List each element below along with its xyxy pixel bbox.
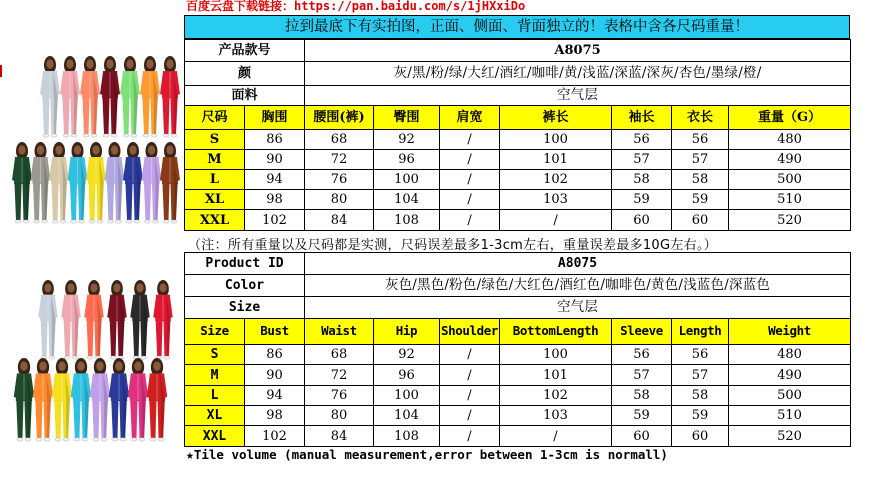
table-cell: /	[440, 426, 500, 447]
model-figure	[130, 280, 150, 359]
table-row	[185, 345, 851, 365]
table-cell: 500	[729, 386, 851, 406]
table-cell: /	[440, 130, 500, 150]
table-cell: 60	[672, 210, 729, 231]
model-figure	[153, 280, 173, 359]
model-figure	[60, 56, 80, 137]
model-figure	[71, 358, 92, 441]
en-product-value: A8075	[305, 253, 851, 275]
table-cell: 90	[245, 365, 305, 386]
en-size-table	[184, 252, 851, 447]
en-color-value: 灰色/黑色/粉色/绿色/大红色/酒红色/咖啡色/黄色/浅蓝色/深蓝色	[305, 275, 851, 297]
cn-note: （注：所有重量以及尺码都是实测，尺码误差最多1-3cm左右，重量误差最多10G左右。）	[188, 238, 718, 253]
table-cell: 102	[500, 170, 612, 190]
table-cell: 80	[305, 190, 374, 210]
table-cell: 68	[305, 130, 374, 150]
table-cell: 58	[612, 170, 672, 190]
en-header-bust: Bust	[245, 319, 305, 345]
size-cell: XL	[185, 190, 245, 210]
table-cell: 86	[245, 345, 305, 365]
table-cell: 56	[672, 345, 729, 365]
table-cell: 108	[374, 210, 440, 231]
table-cell: 96	[374, 365, 440, 386]
model-figure	[109, 358, 130, 441]
model-figure	[12, 142, 32, 223]
cn-header-length: 衣长	[672, 106, 729, 130]
model-figure	[52, 358, 73, 441]
model-figure	[147, 358, 168, 441]
model-figure	[128, 358, 149, 441]
banner: 拉到最底下有实拍图，正面、侧面、背面独立的！表格中含各尺码重量！	[184, 15, 850, 39]
table-cell: /	[440, 150, 500, 170]
table-cell: /	[440, 190, 500, 210]
table-row	[185, 426, 851, 447]
cn-header-hip: 臀围	[374, 106, 440, 130]
table-cell: 92	[374, 345, 440, 365]
en-size-label: Size	[185, 297, 305, 319]
table-cell: 94	[245, 386, 305, 406]
table-cell: /	[440, 386, 500, 406]
model-figure	[142, 142, 162, 223]
table-cell: /	[500, 210, 612, 231]
table-cell: 57	[612, 365, 672, 386]
table-cell: 90	[245, 150, 305, 170]
table-cell: 80	[305, 406, 374, 426]
size-cell: M	[185, 150, 245, 170]
table-cell: 59	[672, 406, 729, 426]
table-cell: 84	[305, 210, 374, 231]
size-cell: M	[185, 365, 245, 386]
en-size-value: 空气层	[305, 297, 851, 319]
table-cell: 102	[500, 386, 612, 406]
cn-header-sleeve: 袖长	[612, 106, 672, 130]
en-header-waist: Waist	[305, 319, 374, 345]
table-cell: 108	[374, 426, 440, 447]
table-cell: /	[440, 170, 500, 190]
cn-color-value: 灰/黑/粉/绿/大红/酒红/咖啡/黄/浅蓝/深蓝/深灰/杏色/墨绿/橙/	[305, 62, 851, 86]
size-cell: XL	[185, 406, 245, 426]
table-cell: 57	[612, 150, 672, 170]
model-figure	[160, 56, 180, 137]
table-cell: 510	[729, 190, 851, 210]
table-cell: 86	[245, 130, 305, 150]
model-figure	[80, 56, 100, 137]
table-cell: 500	[729, 170, 851, 190]
en-header-weight: Weight	[729, 319, 851, 345]
model-figure	[100, 56, 120, 137]
table-row	[185, 170, 851, 190]
en-header-hip: Hip	[374, 319, 440, 345]
table-cell: 92	[374, 130, 440, 150]
cn-header-shoulder: 肩宽	[440, 106, 500, 130]
en-header-sleeve: Sleeve	[612, 319, 672, 345]
size-cell: XXL	[185, 210, 245, 231]
table-cell: 56	[672, 130, 729, 150]
model-figure	[105, 142, 125, 223]
model-figure	[140, 56, 160, 137]
table-cell: 60	[612, 210, 672, 231]
en-note-text: Tile volume (manual measurement,error between 1-3cm is normall)	[193, 447, 668, 462]
table-cell: 98	[245, 406, 305, 426]
cn-fabric-value: 空气层	[305, 86, 851, 106]
size-cell: S	[185, 130, 245, 150]
table-cell: 58	[672, 170, 729, 190]
table-cell: 100	[374, 386, 440, 406]
edge-mark	[0, 65, 2, 77]
model-figure	[90, 358, 111, 441]
table-cell: 57	[672, 365, 729, 386]
size-cell: S	[185, 345, 245, 365]
en-header-shoulder: Shoulder	[440, 319, 500, 345]
table-cell: 72	[305, 365, 374, 386]
table-cell: 103	[500, 190, 612, 210]
cn-product-label: 产品款号	[185, 40, 305, 62]
table-row	[185, 150, 851, 170]
en-header-length: Length	[672, 319, 729, 345]
star-icon: ★	[186, 448, 194, 463]
model-figure	[107, 280, 127, 359]
table-row	[185, 365, 851, 386]
table-cell: 102	[245, 426, 305, 447]
table-cell: 59	[612, 190, 672, 210]
cn-header-pants-length: 裤长	[500, 106, 612, 130]
table-cell: 57	[672, 150, 729, 170]
model-photo-bottom	[8, 280, 180, 444]
table-cell: 72	[305, 150, 374, 170]
size-cell: L	[185, 386, 245, 406]
table-cell: 100	[500, 345, 612, 365]
table-cell: 56	[612, 345, 672, 365]
cn-product-value: A8075	[305, 40, 851, 62]
table-cell: 98	[245, 190, 305, 210]
table-cell: 84	[305, 426, 374, 447]
table-cell: 103	[500, 406, 612, 426]
table-cell: /	[440, 345, 500, 365]
table-cell: 59	[672, 190, 729, 210]
table-row	[185, 406, 851, 426]
table-cell: 59	[612, 406, 672, 426]
cn-size-table	[184, 39, 851, 231]
table-cell: 58	[672, 386, 729, 406]
size-cell: L	[185, 170, 245, 190]
table-cell: 101	[500, 150, 612, 170]
table-cell: 480	[729, 130, 851, 150]
table-cell: 101	[500, 365, 612, 386]
table-cell: 68	[305, 345, 374, 365]
en-header-size: Size	[185, 319, 245, 345]
model-figure	[123, 142, 143, 223]
table-row	[185, 130, 851, 150]
table-cell: 490	[729, 365, 851, 386]
cn-header-bust: 胸围	[245, 106, 305, 130]
model-figure	[31, 142, 51, 223]
table-cell: 510	[729, 406, 851, 426]
cn-header-size: 尺码	[185, 106, 245, 130]
table-cell: 520	[729, 426, 851, 447]
table-cell: /	[440, 210, 500, 231]
table-cell: /	[440, 406, 500, 426]
model-figure	[68, 142, 88, 223]
download-link[interactable]: 百度云盘下载链接：https://pan.baidu.com/s/1jHXxiDo	[186, 0, 526, 13]
table-cell: 76	[305, 170, 374, 190]
table-row	[185, 190, 851, 210]
model-figure	[40, 56, 60, 137]
table-cell: 100	[374, 170, 440, 190]
table-cell: /	[440, 365, 500, 386]
en-product-label: Product ID	[185, 253, 305, 275]
table-cell: 56	[612, 130, 672, 150]
model-figure	[86, 142, 106, 223]
table-cell: 76	[305, 386, 374, 406]
table-cell: 60	[672, 426, 729, 447]
cn-color-label: 颜	[185, 62, 305, 86]
table-cell: 480	[729, 345, 851, 365]
cn-fabric-label: 面料	[185, 86, 305, 106]
model-figure	[120, 56, 140, 137]
table-cell: 96	[374, 150, 440, 170]
en-header-bottom-length: BottomLength	[500, 319, 612, 345]
model-figure	[61, 280, 81, 359]
model-figure	[84, 280, 104, 359]
table-cell: 490	[729, 150, 851, 170]
model-figure	[160, 142, 180, 223]
table-cell: 104	[374, 190, 440, 210]
model-photo-top	[8, 56, 180, 228]
cn-header-waist: 腰围(裤)	[305, 106, 374, 130]
model-figure	[49, 142, 69, 223]
table-cell: 94	[245, 170, 305, 190]
table-row	[185, 386, 851, 406]
table-cell: 100	[500, 130, 612, 150]
cn-header-weight: 重量（G）	[729, 106, 851, 130]
table-cell: 58	[612, 386, 672, 406]
table-cell: 60	[612, 426, 672, 447]
table-cell: /	[500, 426, 612, 447]
table-cell: 520	[729, 210, 851, 231]
model-figure	[33, 358, 54, 441]
en-color-label: Color	[185, 275, 305, 297]
en-note	[186, 447, 668, 463]
table-row	[185, 210, 851, 231]
model-figure	[14, 358, 35, 441]
model-figure	[38, 280, 58, 359]
table-cell: 104	[374, 406, 440, 426]
size-cell: XXL	[185, 426, 245, 447]
table-cell: 102	[245, 210, 305, 231]
